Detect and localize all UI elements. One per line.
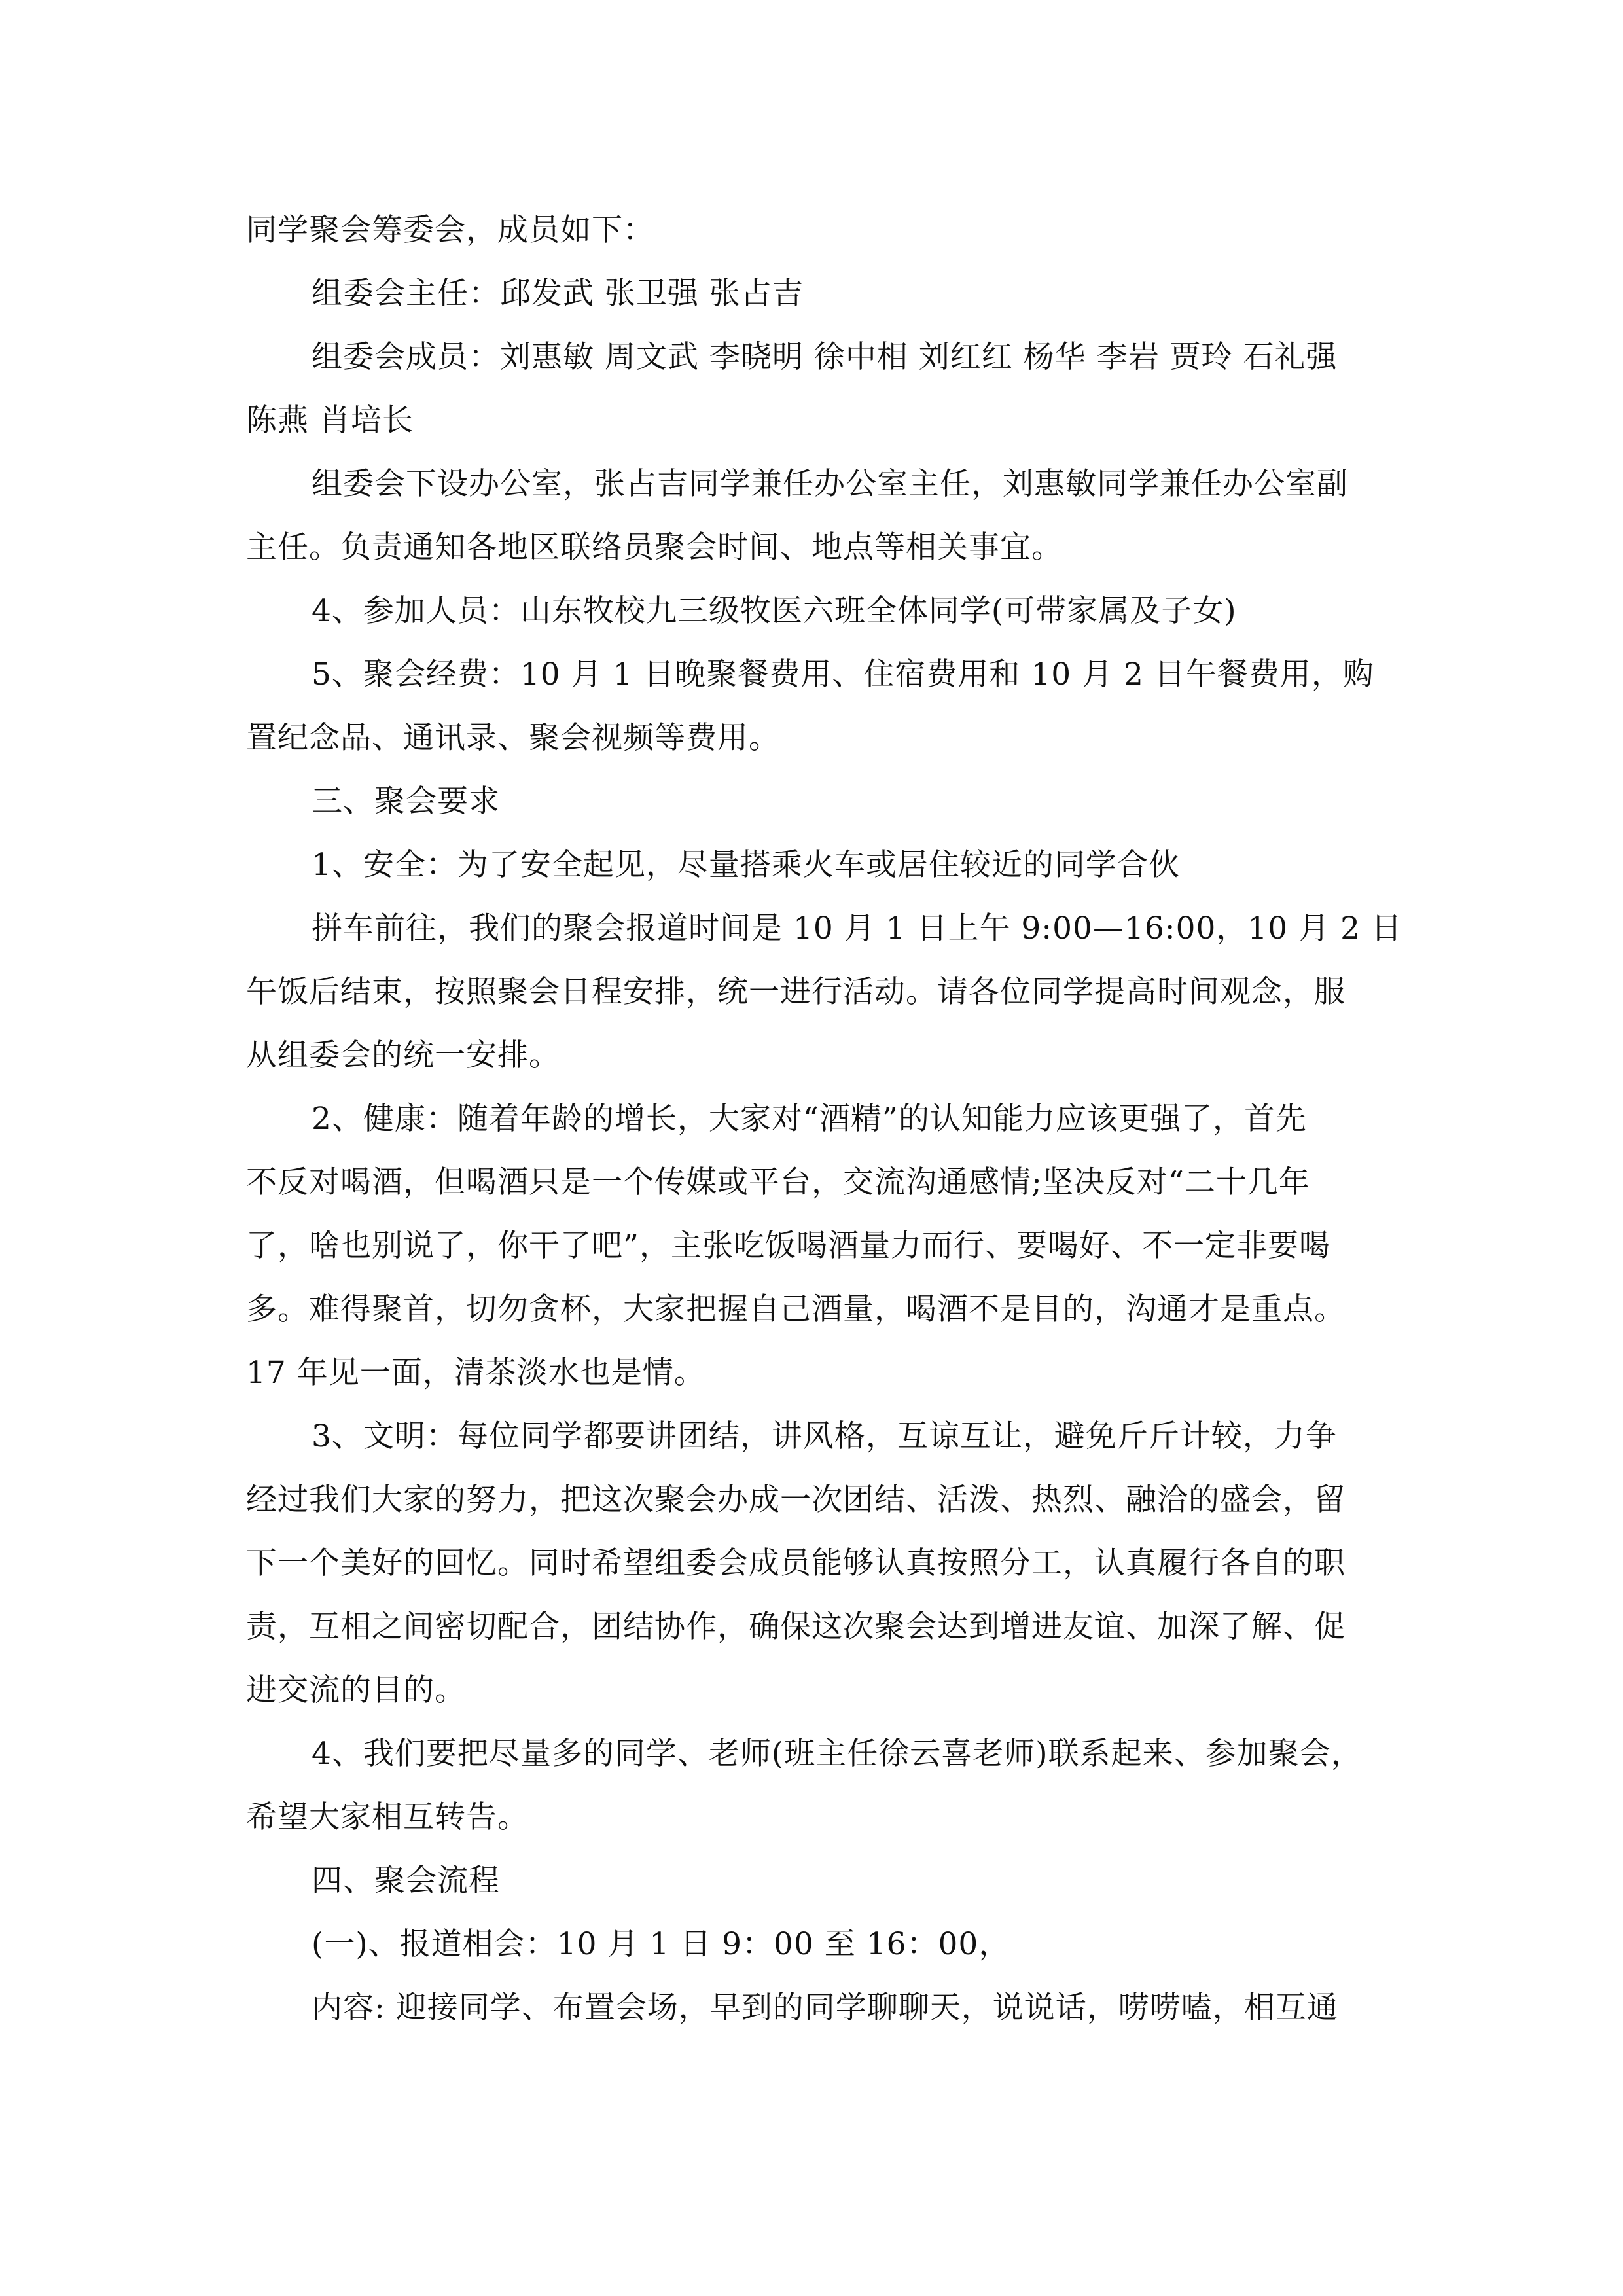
text-line: 经过我们大家的努力，把这次聚会办成一次团结、活泼、热烈、融洽的盛会，留 xyxy=(246,1482,1346,1518)
text-line: 1、安全：为了安全起见，尽量搭乘火车或居住较近的同学合伙 xyxy=(312,847,1180,883)
text-line: 组委会下设办公室，张占吉同学兼任办公室主任，刘惠敏同学兼任办公室副 xyxy=(312,466,1348,502)
text-line: 4、我们要把尽量多的同学、老师(班主任徐云喜老师)联系起来、参加聚会， xyxy=(312,1736,1363,1772)
text-line: 同学聚会筹委会，成员如下： xyxy=(246,212,654,248)
text-line: 组委会成员：刘惠敏 周文武 李晓明 徐中相 刘红红 杨华 李岩 贾玲 石礼强 xyxy=(312,339,1338,375)
text-line: 多。难得聚首，切勿贪杯，大家把握自己酒量，喝酒不是目的，沟通才是重点。 xyxy=(246,1291,1346,1327)
text-line: 2、健康：随着年龄的增长，大家对“酒精”的认知能力应该更强了，首先 xyxy=(312,1101,1307,1137)
text-line: 午饭后结束，按照聚会日程安排，统一进行活动。请各位同学提高时间观念，服 xyxy=(246,974,1346,1010)
text-line: 主任。负责通知各地区联络员聚会时间、地点等相关事宜。 xyxy=(246,529,1063,565)
text-line: 了，啥也别说了，你干了吧”，主张吃饭喝酒量力而行、要喝好、不一定非要喝 xyxy=(246,1228,1331,1264)
document-body xyxy=(246,198,1402,2039)
section-heading: 四、聚会流程 xyxy=(312,1863,500,1899)
text-line: 陈燕 肖培长 xyxy=(246,403,414,439)
text-line: 不反对喝酒，但喝酒只是一个传媒或平台，交流沟通感情;坚决反对“二十几年 xyxy=(246,1164,1310,1200)
text-line: 拼车前往，我们的聚会报道时间是 10 月 1 日上午 9:00—16:00，10 月 2 日 xyxy=(312,910,1402,946)
text-line: 内容: 迎接同学、布置会场，早到的同学聊聊天，说说话，唠唠嗑，相互通 xyxy=(312,1990,1338,2026)
text-line: 责，互相之间密切配合，团结协作，确保这次聚会达到增进友谊、加深了解、促 xyxy=(246,1609,1346,1645)
text-line: 下一个美好的回忆。同时希望组委会成员能够认真按照分工，认真履行各自的职 xyxy=(246,1545,1346,1581)
text-line: 5、聚会经费：10 月 1 日晚聚餐费用、住宿费用和 10 月 2 日午餐费用，购 xyxy=(312,656,1374,692)
text-line: 希望大家相互转告。 xyxy=(246,1799,529,1835)
text-line: 进交流的目的。 xyxy=(246,1672,466,1708)
text-line: 3、文明：每位同学都要讲团结，讲风格，互谅互让，避免斤斤计较，力争 xyxy=(312,1418,1337,1454)
section-heading: 三、聚会要求 xyxy=(312,783,500,819)
text-line: 4、参加人员：山东牧校九三级牧医六班全体同学(可带家属及子女) xyxy=(312,593,1237,629)
text-line: 从组委会的统一安排。 xyxy=(246,1037,560,1073)
text-line: 组委会主任：邱发武 张卫强 张占吉 xyxy=(312,276,804,312)
text-line: (一)、报道相会：10 月 1 日 9：00 至 16：00， xyxy=(312,1926,1010,1962)
text-line: 17 年见一面，清茶淡水也是情。 xyxy=(246,1355,705,1391)
text-line: 置纪念品、通讯录、聚会视频等费用。 xyxy=(246,720,780,756)
